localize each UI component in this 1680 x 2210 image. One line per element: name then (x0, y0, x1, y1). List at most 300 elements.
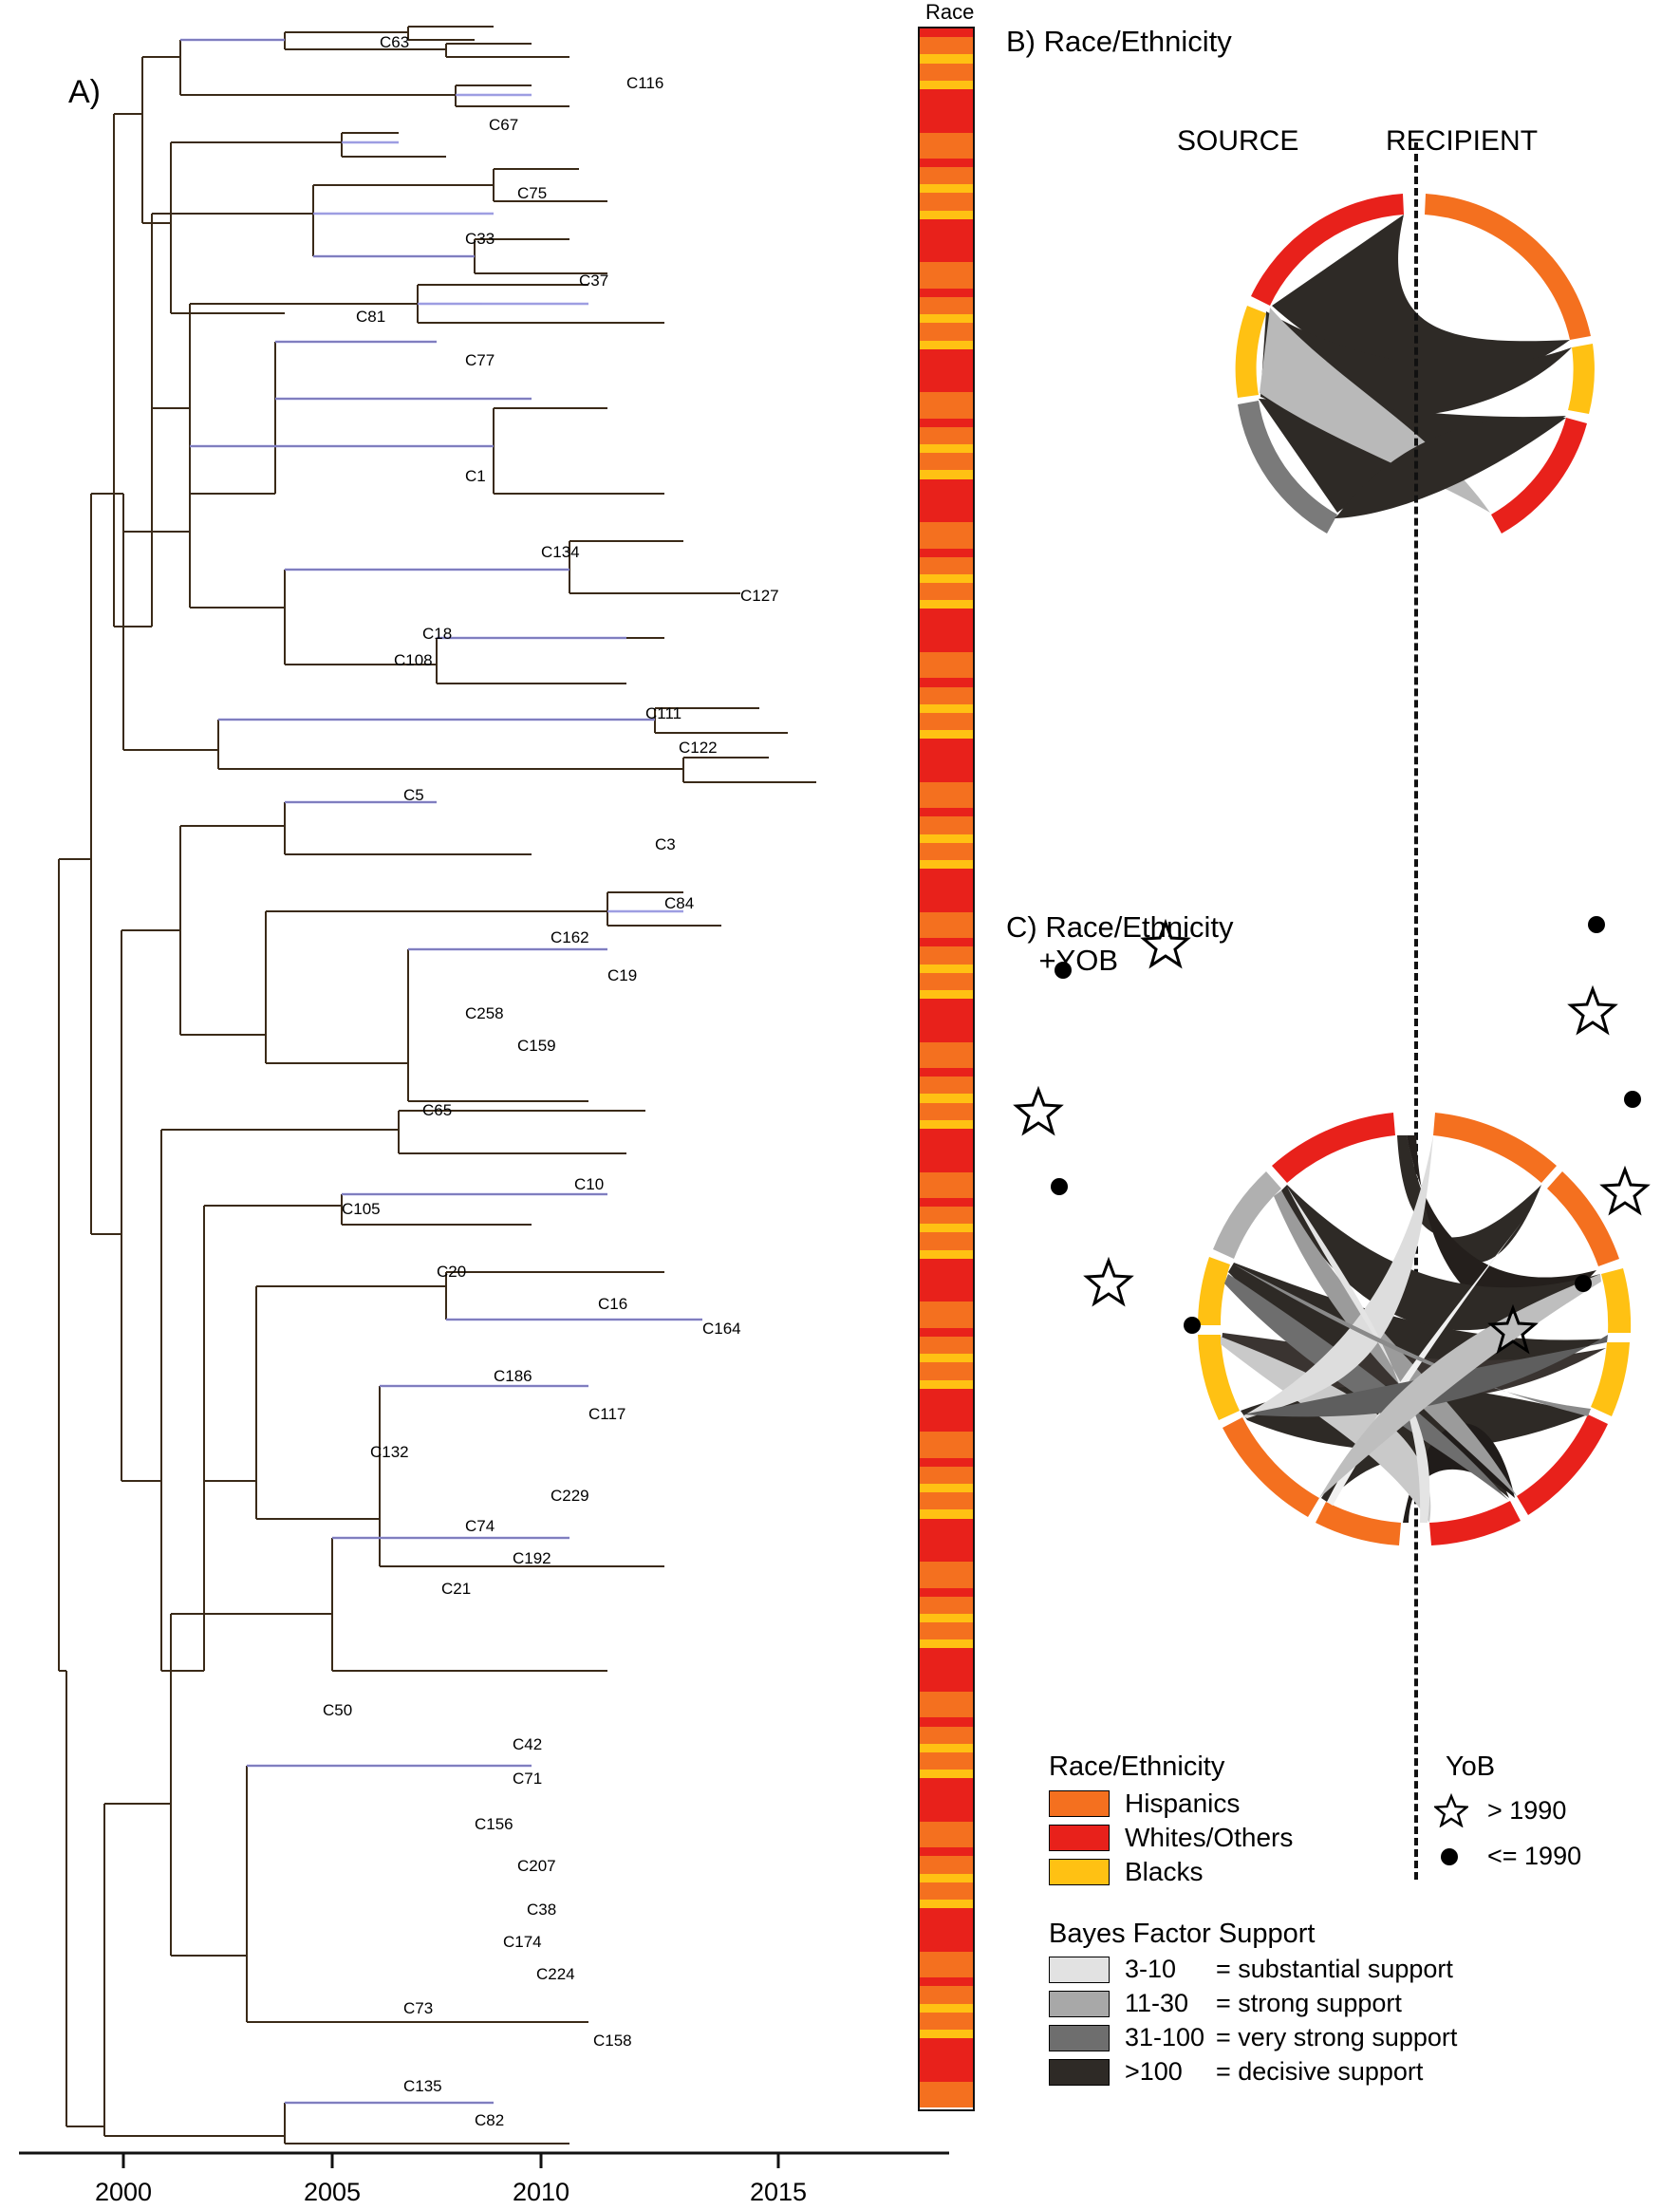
cluster-label: C50 (323, 1701, 353, 1719)
race-band (920, 921, 973, 929)
race-band (920, 1059, 973, 1068)
race-band (920, 150, 973, 159)
star-icon (1603, 1170, 1647, 1212)
race-band (920, 946, 973, 955)
race-band (920, 1847, 973, 1856)
legend-race-row (1049, 1789, 1675, 1819)
race-band (920, 1492, 973, 1501)
cluster-label: C116 (626, 74, 664, 92)
legend-bayes-desc: = decisive support (1216, 2057, 1424, 2086)
race-band (920, 488, 973, 496)
race-band (920, 392, 973, 401)
legend-color-swatch (1049, 1790, 1110, 1817)
race-band (920, 566, 973, 574)
race-band (920, 98, 973, 106)
race-band (920, 1822, 973, 1830)
dot-icon (1575, 1275, 1592, 1292)
race-band (920, 721, 973, 730)
legend (1049, 1751, 1675, 2160)
race-band (920, 1207, 973, 1215)
star-icon (1087, 1261, 1130, 1303)
race-band (920, 1362, 973, 1371)
race-band (920, 1614, 973, 1622)
race-band (920, 591, 973, 600)
race-band (920, 141, 973, 150)
cluster-label: C229 (551, 1487, 589, 1505)
cluster-label: C258 (465, 1004, 504, 1022)
race-band (920, 479, 973, 488)
dot-icon (1051, 1178, 1068, 1195)
race-band (920, 990, 973, 999)
race-band (920, 973, 973, 982)
axis-tick-label: 2005 (303, 2178, 362, 2206)
race-band (920, 799, 973, 808)
cluster-label: C5 (403, 786, 424, 804)
race-band (920, 2073, 973, 2082)
race-band (920, 1077, 973, 1085)
race-band (920, 123, 973, 132)
race-band (920, 929, 973, 938)
race-band (920, 549, 973, 557)
race-band (920, 1406, 973, 1414)
race-band (920, 514, 973, 522)
legend-bayes-swatch (1049, 2025, 1110, 2051)
race-band (920, 1882, 973, 1891)
cluster-label: C122 (679, 739, 718, 757)
race-band (920, 600, 973, 609)
race-band (920, 2055, 973, 2064)
race-band (920, 696, 973, 704)
race-strip (918, 27, 975, 2111)
race-band (920, 167, 973, 176)
race-band (920, 253, 973, 262)
race-band (920, 1631, 973, 1639)
race-band (920, 1570, 973, 1579)
cluster-label: C108 (394, 651, 433, 669)
race-band (920, 1458, 973, 1467)
legend-bayes-swatch (1049, 1957, 1110, 1983)
race-band (920, 1675, 973, 1683)
cluster-label: C224 (536, 1965, 575, 1983)
race-band (920, 331, 973, 340)
legend-bayes-row (1049, 1989, 1457, 2018)
legend-bayes-title: Bayes Factor Support (1049, 1919, 1316, 1949)
race-band (920, 1536, 973, 1545)
race-band (920, 106, 973, 115)
cluster-label: C164 (702, 1320, 741, 1338)
cluster-label: C159 (517, 1037, 556, 1055)
race-band (920, 1874, 973, 1882)
legend-color-swatch (1049, 1859, 1110, 1885)
race-band (920, 1761, 973, 1770)
race-band (920, 289, 973, 297)
race-band (920, 1527, 973, 1536)
legend-race-label: Hispanics (1125, 1789, 1241, 1818)
dot-icon (1588, 916, 1605, 933)
race-band (920, 1986, 973, 1995)
race-band (920, 211, 973, 219)
race-band (920, 1371, 973, 1379)
race-band (920, 1389, 973, 1397)
race-band (920, 739, 973, 747)
race-band (920, 64, 973, 72)
race-band (920, 461, 973, 470)
cluster-label: C1 (465, 467, 486, 485)
race-band (920, 1146, 973, 1154)
race-band (920, 1977, 973, 1986)
race-band (920, 89, 973, 98)
race-band (920, 704, 973, 713)
cluster-label: C71 (513, 1770, 543, 1788)
race-band (920, 1553, 973, 1562)
cluster-label: C186 (494, 1367, 532, 1385)
race-band (920, 2099, 973, 2107)
race-band (920, 965, 973, 973)
race-band (920, 669, 973, 678)
race-band (920, 1163, 973, 1171)
race-band (920, 1085, 973, 1094)
legend-color-swatch (1049, 1825, 1110, 1851)
race-band (920, 245, 973, 253)
race-band (920, 1103, 973, 1112)
legend-yob-star-label: > 1990 (1487, 1795, 1567, 1825)
race-band (920, 470, 973, 478)
cluster-label: C111 (645, 704, 682, 722)
race-band (920, 1597, 973, 1605)
race-band (920, 1839, 973, 1847)
legend-race-title: Race/Ethnicity (1049, 1751, 1225, 1782)
race-band (920, 522, 973, 531)
race-band (920, 757, 973, 765)
cluster-label: C192 (513, 1549, 551, 1567)
race-band (920, 1051, 973, 1059)
race-band (920, 1354, 973, 1362)
axis-tick-label: 2000 (94, 2178, 153, 2206)
race-strip-title: Race (925, 0, 975, 24)
race-band (920, 1311, 973, 1320)
race-band (920, 1908, 973, 1917)
race-band (920, 1467, 973, 1475)
legend-bayes-range: 11-30 (1125, 1989, 1189, 2017)
cluster-label: C37 (579, 272, 609, 290)
cluster-label: C81 (356, 308, 386, 326)
race-band (920, 782, 973, 791)
race-band (920, 1917, 973, 1925)
race-band (920, 176, 973, 184)
race-band (920, 2064, 973, 2072)
race-band (920, 219, 973, 228)
race-band (920, 1752, 973, 1761)
race-band (920, 816, 973, 825)
race-band (920, 1943, 973, 1952)
cluster-label: C132 (370, 1443, 409, 1461)
race-band (920, 1068, 973, 1077)
race-band (920, 1519, 973, 1527)
race-band (920, 652, 973, 661)
dot-icon (1624, 1091, 1641, 1108)
axis-tick-label: 2015 (749, 2178, 808, 2206)
legend-bayes-range: >100 (1125, 2057, 1183, 2086)
race-band (920, 1276, 973, 1284)
race-band (920, 1787, 973, 1795)
race-band (920, 1709, 973, 1717)
race-band (920, 1293, 973, 1302)
race-band (920, 1960, 973, 1969)
race-band (920, 938, 973, 946)
race-band (920, 1562, 973, 1570)
star-icon (1434, 1793, 1468, 1827)
race-band (920, 1337, 973, 1345)
race-band (920, 1501, 973, 1509)
race-band (920, 1692, 973, 1700)
race-band (920, 618, 973, 627)
race-band (920, 1198, 973, 1207)
race-band (920, 2090, 973, 2099)
race-band (920, 2004, 973, 2013)
cluster-label: C18 (422, 625, 453, 643)
cluster-label: C16 (598, 1295, 628, 1313)
race-band (920, 1284, 973, 1293)
race-band (920, 1952, 973, 1960)
race-band (920, 713, 973, 721)
race-band (920, 1995, 973, 2003)
cluster-label: C73 (403, 1999, 434, 2017)
race-band (920, 1112, 973, 1120)
race-band (920, 410, 973, 419)
dot-icon (1434, 1839, 1468, 1873)
race-band (920, 1181, 973, 1189)
race-band (920, 1345, 973, 1354)
race-band (920, 644, 973, 652)
race-band (920, 341, 973, 349)
source-label: SOURCE (1177, 125, 1299, 157)
legend-yob-dot-label: <= 1990 (1487, 1841, 1582, 1870)
race-band (920, 314, 973, 323)
race-band (920, 159, 973, 167)
cluster-label: C3 (655, 835, 676, 853)
cluster-label: C75 (517, 184, 548, 202)
legend-bayes-desc: = very strong support (1216, 2023, 1458, 2051)
race-band (920, 1579, 973, 1587)
race-band (920, 1639, 973, 1648)
race-band (920, 202, 973, 211)
race-band (920, 1232, 973, 1241)
legend-bayes-range: 31-100 (1125, 2023, 1205, 2051)
race-band (920, 1891, 973, 1900)
race-band (920, 349, 973, 358)
cluster-label: C38 (527, 1901, 557, 1919)
chord-diagram-c (1006, 911, 1680, 1766)
race-band (920, 2047, 973, 2055)
race-band (920, 1830, 973, 1839)
race-band (920, 747, 973, 756)
race-band (920, 297, 973, 306)
race-band (920, 81, 973, 89)
race-band (920, 306, 973, 314)
race-band (920, 444, 973, 453)
cluster-label: C135 (403, 2077, 442, 2095)
cluster-label: C63 (380, 33, 410, 51)
race-band (920, 358, 973, 366)
race-band (920, 1320, 973, 1328)
race-band (920, 539, 973, 548)
race-band (920, 236, 973, 245)
race-band (920, 1432, 973, 1440)
race-band (920, 228, 973, 236)
legend-bayes-range: 3-10 (1125, 1955, 1177, 1983)
race-band (920, 323, 973, 331)
race-band (920, 609, 973, 617)
legend-bayes-row (1049, 1955, 1457, 1984)
race-band (920, 661, 973, 669)
race-band (920, 1259, 973, 1267)
panel-c-chord (1006, 911, 1680, 1766)
race-band (920, 1727, 973, 1735)
legend-race-label: Blacks (1125, 1857, 1204, 1886)
race-band (920, 1969, 973, 1977)
race-band (920, 1423, 973, 1432)
race-band (920, 557, 973, 566)
race-band (920, 1484, 973, 1492)
race-band (920, 860, 973, 869)
race-band (920, 184, 973, 193)
race-band (920, 1397, 973, 1406)
race-band (920, 635, 973, 644)
race-band (920, 2038, 973, 2047)
panel-b-chord (1006, 13, 1680, 773)
cluster-label: C21 (441, 1580, 472, 1598)
race-band (920, 852, 973, 860)
race-band (920, 1189, 973, 1198)
race-band (920, 531, 973, 539)
race-band (920, 262, 973, 271)
race-band (920, 133, 973, 141)
race-band (920, 1666, 973, 1675)
race-band (920, 193, 973, 201)
race-band (920, 869, 973, 877)
race-band (920, 955, 973, 964)
race-band (920, 2082, 973, 2090)
race-band (920, 1120, 973, 1129)
race-band (920, 1042, 973, 1051)
race-band (920, 436, 973, 444)
race-band (920, 1475, 973, 1484)
cluster-label: C117 (588, 1405, 626, 1423)
race-band (920, 1016, 973, 1024)
cluster-label: C67 (489, 116, 519, 134)
race-band (920, 678, 973, 686)
race-band (920, 1658, 973, 1666)
race-band (920, 1588, 973, 1597)
race-band (920, 1224, 973, 1232)
race-band (920, 1450, 973, 1458)
legend-bayes-row (1049, 2057, 1457, 2087)
race-band (920, 1605, 973, 1614)
race-band (920, 1154, 973, 1163)
legend-yob-title: YoB (1446, 1751, 1496, 1782)
race-band (920, 115, 973, 123)
cluster-label: C174 (503, 1933, 542, 1951)
race-band (920, 1302, 973, 1310)
recipient-label: RECIPIENT (1386, 125, 1539, 157)
cluster-label: C19 (607, 966, 638, 984)
race-band (920, 1683, 973, 1692)
race-band (920, 1215, 973, 1224)
cluster-label: C207 (517, 1857, 556, 1875)
race-band (920, 54, 973, 63)
race-band (920, 1414, 973, 1423)
race-band (920, 886, 973, 894)
cluster-label: C10 (574, 1175, 605, 1193)
race-band (920, 1717, 973, 1726)
race-band (920, 791, 973, 799)
race-band (920, 1137, 973, 1146)
race-band (920, 453, 973, 461)
legend-bayes-desc: = strong support (1216, 1989, 1402, 2017)
cluster-label: C74 (465, 1517, 495, 1535)
race-band (920, 1007, 973, 1016)
cluster-label: C156 (475, 1815, 513, 1833)
race-band (920, 1440, 973, 1449)
cluster-label: C158 (593, 2032, 632, 2050)
axis-tick-label: 2010 (512, 2178, 570, 2206)
race-band (920, 427, 973, 436)
legend-bayes-swatch (1049, 2059, 1110, 2086)
race-band (920, 28, 973, 37)
race-band (920, 1024, 973, 1033)
cluster-label: C105 (342, 1200, 381, 1218)
race-band (920, 765, 973, 774)
race-band (920, 1900, 973, 1908)
race-band (920, 1770, 973, 1778)
race-band (920, 366, 973, 375)
race-band (920, 1925, 973, 1934)
race-band (920, 384, 973, 392)
race-band (920, 2030, 973, 2038)
race-band (920, 1796, 973, 1805)
race-band (920, 999, 973, 1007)
star-icon (1017, 1090, 1060, 1133)
cluster-label: C65 (422, 1101, 453, 1119)
race-band (920, 1778, 973, 1787)
race-band (920, 1648, 973, 1657)
race-band (920, 1034, 973, 1042)
cluster-label: C127 (740, 587, 779, 605)
panel-a-letter: A) (68, 74, 101, 110)
race-band (920, 37, 973, 46)
race-band (920, 826, 973, 834)
race-band (920, 1813, 973, 1822)
race-band (920, 583, 973, 591)
legend-race-label: Whites/Others (1125, 1823, 1294, 1852)
race-band (920, 496, 973, 505)
cluster-label: C42 (513, 1735, 543, 1753)
race-band (920, 895, 973, 904)
race-band (920, 1172, 973, 1181)
race-band (920, 834, 973, 843)
cluster-label: C162 (551, 928, 589, 946)
race-band (920, 1545, 973, 1553)
race-band (920, 1805, 973, 1813)
race-band (920, 1380, 973, 1389)
race-band (920, 2013, 973, 2021)
race-band (920, 1935, 973, 1943)
dot-icon (1184, 1317, 1201, 1334)
race-band (920, 2021, 973, 2030)
legend-bayes-swatch (1049, 1991, 1110, 2017)
race-band (920, 843, 973, 852)
race-band (920, 1267, 973, 1276)
